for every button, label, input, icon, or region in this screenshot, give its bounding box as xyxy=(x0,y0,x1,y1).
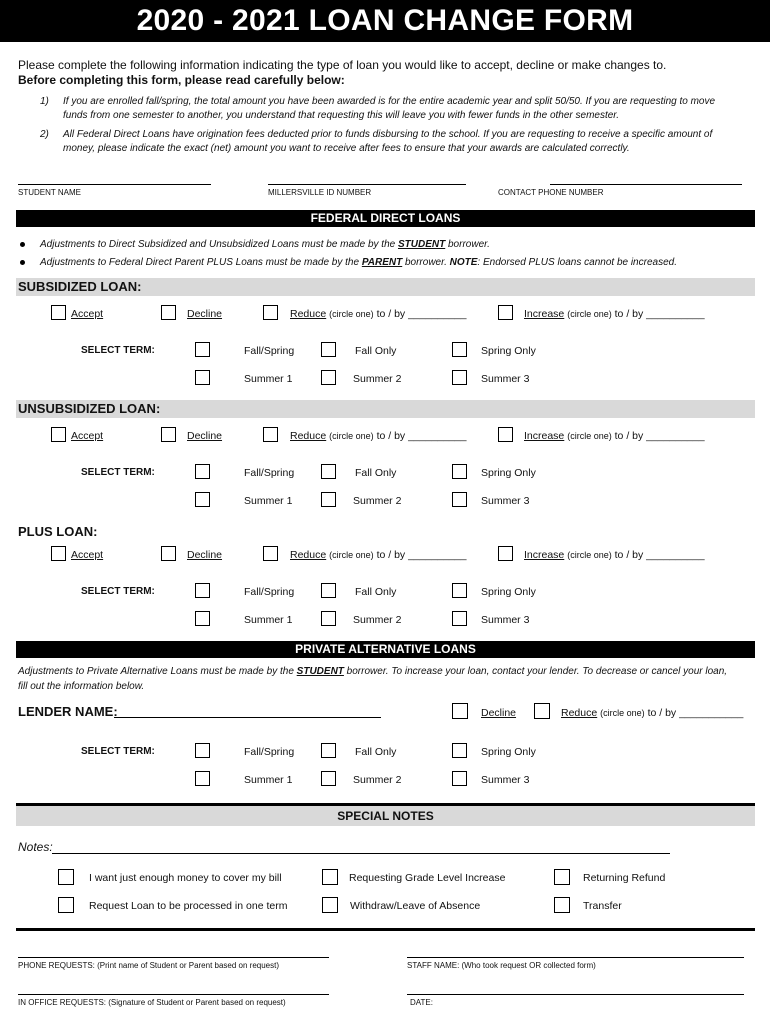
sub-fall-spring-checkbox[interactable] xyxy=(195,342,210,357)
returning-refund-checkbox[interactable] xyxy=(554,869,570,885)
item-1-text-cont: funds from one semester to another, you understand that requesting this will leave you with fewer funds in the other semester. xyxy=(63,110,620,121)
private-summer2-checkbox[interactable] xyxy=(321,771,336,786)
unsub-fall-only-checkbox[interactable] xyxy=(321,464,336,479)
grade-level-label: Requesting Grade Level Increase xyxy=(349,872,506,884)
sub-summer2-label: Summer 2 xyxy=(353,373,402,385)
plus-fall-spring-checkbox[interactable] xyxy=(195,583,210,598)
plus-increase-label: Increase (circle one) to / by __________ xyxy=(524,549,705,561)
federal-bullet-2: Adjustments to Federal Direct Parent PLUS Loans must be made by the PARENT borrower. NOTE: Endorsed PLUS loans cannot be increased. xyxy=(40,257,677,268)
private-reduce-label: Reduce (circle one) to / by ___________ xyxy=(561,707,744,719)
sub-spring-only-checkbox[interactable] xyxy=(452,342,467,357)
plus-fall-only-label: Fall Only xyxy=(355,586,397,598)
private-reduce-checkbox[interactable] xyxy=(534,703,550,719)
private-loans-header: PRIVATE ALTERNATIVE LOANS xyxy=(16,641,755,658)
unsub-decline-label: Decline xyxy=(187,430,223,442)
plus-reduce-label: Reduce (circle one) to / by __________ xyxy=(290,549,467,561)
plus-summer3-checkbox[interactable] xyxy=(452,611,467,626)
sub-reduce-checkbox[interactable] xyxy=(263,305,278,320)
lender-name-label: LENDER NAME: xyxy=(18,704,118,719)
item-2-number: 2) xyxy=(40,129,49,140)
unsub-summer2-checkbox[interactable] xyxy=(321,492,336,507)
staff-name-label: STAFF NAME: (Who took request OR collected form) xyxy=(407,961,596,970)
footer-divider xyxy=(16,928,755,931)
plus-fall-spring-label: Fall/Spring xyxy=(244,586,295,598)
transfer-checkbox[interactable] xyxy=(554,897,570,913)
private-instructions-cont: fill out the information below. xyxy=(18,681,145,692)
lender-name-line[interactable] xyxy=(114,717,381,718)
phone-requests-label: PHONE REQUESTS: (Print name of Student or Parent based on request) xyxy=(18,961,280,970)
unsub-summer1-checkbox[interactable] xyxy=(195,492,210,507)
plus-select-term-label: SELECT TERM: xyxy=(81,586,155,597)
unsub-reduce-checkbox[interactable] xyxy=(263,427,278,442)
transfer-label: Transfer xyxy=(583,900,622,912)
bullet-icon xyxy=(20,242,25,247)
unsub-accept-checkbox[interactable] xyxy=(51,427,66,442)
sub-fall-spring-label: Fall/Spring xyxy=(244,345,295,357)
plus-summer3-label: Summer 3 xyxy=(481,614,530,626)
sub-reduce-label: Reduce (circle one) to / by __________ xyxy=(290,308,467,320)
form-title: 2020 - 2021 LOAN CHANGE FORM xyxy=(0,0,770,42)
returning-refund-label: Returning Refund xyxy=(583,872,666,884)
phone-number-line[interactable] xyxy=(550,184,742,185)
federal-loans-header: FEDERAL DIRECT LOANS xyxy=(16,210,755,227)
private-fall-only-checkbox[interactable] xyxy=(321,743,336,758)
plus-summer2-checkbox[interactable] xyxy=(321,611,336,626)
sub-increase-checkbox[interactable] xyxy=(498,305,513,320)
unsub-fall-only-label: Fall Only xyxy=(355,467,397,479)
notes-label: Notes: xyxy=(18,840,53,854)
date-label: DATE: xyxy=(410,998,433,1007)
sub-summer1-checkbox[interactable] xyxy=(195,370,210,385)
sub-summer3-label: Summer 3 xyxy=(481,373,530,385)
plus-accept-checkbox[interactable] xyxy=(51,546,66,561)
federal-bullet-1: Adjustments to Direct Subsidized and Unsubsidized Loans must be made by the STUDENT borrower. xyxy=(40,239,490,250)
phone-number-label: CONTACT PHONE NUMBER xyxy=(498,188,604,197)
plus-fall-only-checkbox[interactable] xyxy=(321,583,336,598)
plus-loan-header: PLUS LOAN: xyxy=(18,524,98,539)
office-requests-label: IN OFFICE REQUESTS: (Signature of Student or Parent based on request) xyxy=(18,998,286,1007)
plus-decline-label: Decline xyxy=(187,549,223,561)
unsub-spring-only-checkbox[interactable] xyxy=(452,464,467,479)
private-summer3-label: Summer 3 xyxy=(481,774,530,786)
plus-reduce-checkbox[interactable] xyxy=(263,546,278,561)
plus-decline-checkbox[interactable] xyxy=(161,546,176,561)
item-2-text-cont: money, please indicate the exact (net) amount you want to receive after fees to ensure that your awards are calculated correctly. xyxy=(63,143,630,154)
one-term-label: Request Loan to be processed in one term xyxy=(89,900,288,912)
private-fall-spring-label: Fall/Spring xyxy=(244,746,295,758)
private-fall-only-label: Fall Only xyxy=(355,746,397,758)
student-name-label: STUDENT NAME xyxy=(18,188,81,197)
sub-fall-only-checkbox[interactable] xyxy=(321,342,336,357)
unsub-summer3-label: Summer 3 xyxy=(481,495,530,507)
date-line[interactable] xyxy=(407,994,744,995)
plus-summer1-checkbox[interactable] xyxy=(195,611,210,626)
unsub-decline-checkbox[interactable] xyxy=(161,427,176,442)
unsub-fall-spring-checkbox[interactable] xyxy=(195,464,210,479)
plus-summer2-label: Summer 2 xyxy=(353,614,402,626)
sub-accept-checkbox[interactable] xyxy=(51,305,66,320)
sub-decline-checkbox[interactable] xyxy=(161,305,176,320)
sub-accept-label: Accept xyxy=(71,308,104,320)
unsub-reduce-label: Reduce (circle one) to / by __________ xyxy=(290,430,467,442)
one-term-checkbox[interactable] xyxy=(58,897,74,913)
intro-line: Please complete the following information indicating the type of loan you would like to accept, decline or make changes to. xyxy=(18,58,667,72)
sub-summer3-checkbox[interactable] xyxy=(452,370,467,385)
unsub-increase-checkbox[interactable] xyxy=(498,427,513,442)
private-select-term-label: SELECT TERM: xyxy=(81,746,155,757)
plus-accept-label: Accept xyxy=(71,549,104,561)
enough-money-checkbox[interactable] xyxy=(58,869,74,885)
grade-level-checkbox[interactable] xyxy=(322,869,338,885)
sub-spring-only-label: Spring Only xyxy=(481,345,536,357)
plus-spring-only-label: Spring Only xyxy=(481,586,536,598)
sub-select-term-label: SELECT TERM: xyxy=(81,345,155,356)
plus-spring-only-checkbox[interactable] xyxy=(452,583,467,598)
unsub-accept-label: Accept xyxy=(71,430,104,442)
sub-fall-only-label: Fall Only xyxy=(355,345,397,357)
item-1-text: If you are enrolled fall/spring, the total amount you have been awarded is for the entire academic year and split 50/50. If you are requesting to move xyxy=(63,96,716,107)
sub-increase-label: Increase (circle one) to / by __________ xyxy=(524,308,705,320)
intro-instruction: Before completing this form, please read carefully below: xyxy=(18,73,345,87)
private-summer1-checkbox[interactable] xyxy=(195,771,210,786)
private-decline-checkbox[interactable] xyxy=(452,703,468,719)
plus-increase-checkbox[interactable] xyxy=(498,546,513,561)
id-number-line[interactable] xyxy=(268,184,466,185)
staff-name-line[interactable] xyxy=(407,957,744,958)
unsub-increase-label: Increase (circle one) to / by __________ xyxy=(524,430,705,442)
office-requests-line[interactable] xyxy=(18,994,329,995)
special-notes-header: SPECIAL NOTES xyxy=(16,806,755,826)
bullet-icon xyxy=(20,260,25,265)
unsub-select-term-label: SELECT TERM: xyxy=(81,467,155,478)
withdraw-checkbox[interactable] xyxy=(322,897,338,913)
subsidized-loan-header: SUBSIDIZED LOAN: xyxy=(16,278,755,296)
notes-line[interactable] xyxy=(52,853,670,854)
unsub-summer2-label: Summer 2 xyxy=(353,495,402,507)
item-2-text: All Federal Direct Loans have origination fees deducted prior to funds disbursing to the school. If you are requesting to receive a specific amount of xyxy=(63,129,713,140)
private-summer3-checkbox[interactable] xyxy=(452,771,467,786)
withdraw-label: Withdraw/Leave of Absence xyxy=(350,900,481,912)
unsub-fall-spring-label: Fall/Spring xyxy=(244,467,295,479)
private-summer1-label: Summer 1 xyxy=(244,774,293,786)
enough-money-label: I want just enough money to cover my bill xyxy=(89,872,282,884)
unsub-spring-only-label: Spring Only xyxy=(481,467,536,479)
unsub-summer1-label: Summer 1 xyxy=(244,495,293,507)
id-number-label: MILLERSVILLE ID NUMBER xyxy=(268,188,372,197)
private-spring-only-checkbox[interactable] xyxy=(452,743,467,758)
phone-requests-line[interactable] xyxy=(18,957,329,958)
student-name-line[interactable] xyxy=(18,184,211,185)
sub-decline-label: Decline xyxy=(187,308,223,320)
private-decline-label: Decline xyxy=(481,707,517,719)
private-instructions: Adjustments to Private Alternative Loans must be made by the STUDENT borrower. To increase your loan, contact your lender. To decrease or cancel your loan, xyxy=(18,666,728,677)
item-1-number: 1) xyxy=(40,96,49,107)
unsub-summer3-checkbox[interactable] xyxy=(452,492,467,507)
private-fall-spring-checkbox[interactable] xyxy=(195,743,210,758)
sub-summer2-checkbox[interactable] xyxy=(321,370,336,385)
private-summer2-label: Summer 2 xyxy=(353,774,402,786)
plus-summer1-label: Summer 1 xyxy=(244,614,293,626)
sub-summer1-label: Summer 1 xyxy=(244,373,293,385)
private-spring-only-label: Spring Only xyxy=(481,746,536,758)
unsubsidized-loan-header: UNSUBSIDIZED LOAN: xyxy=(16,400,755,418)
